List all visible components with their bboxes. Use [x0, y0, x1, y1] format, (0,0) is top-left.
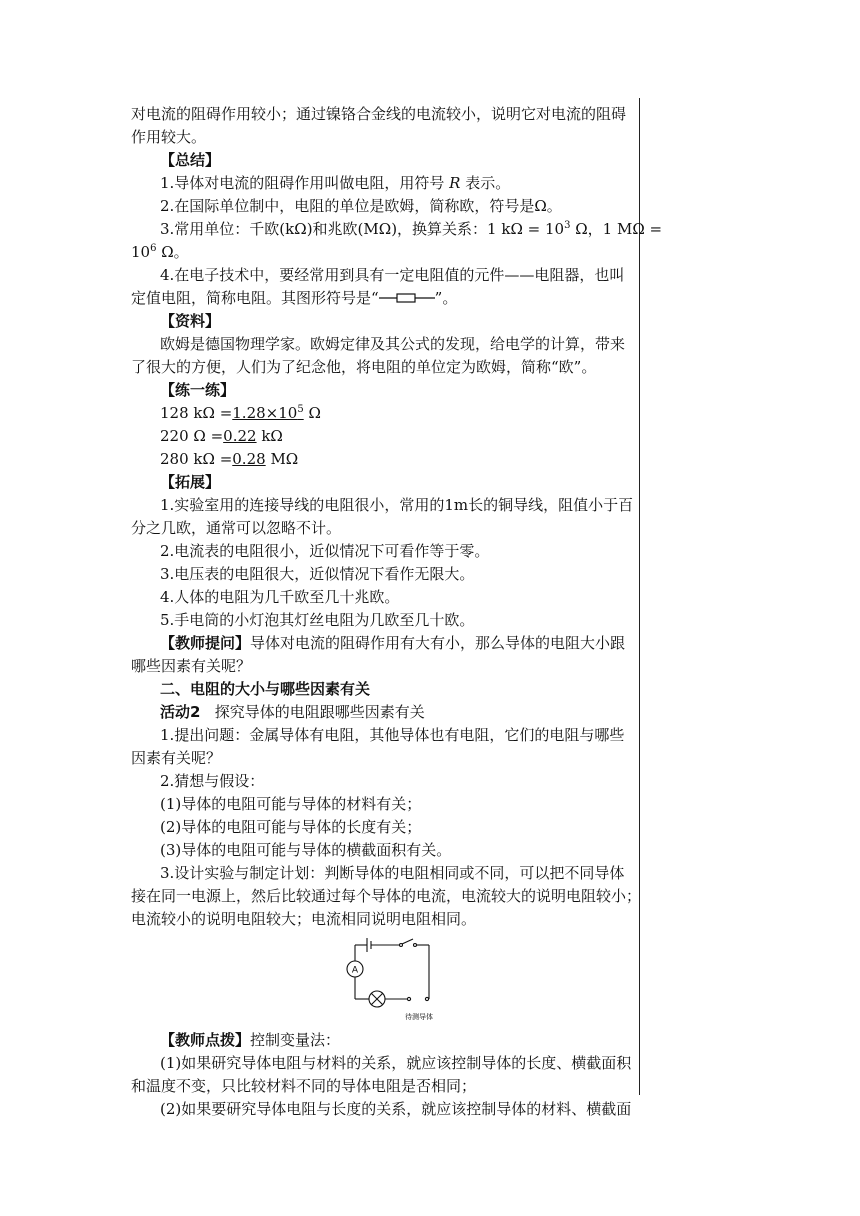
text: (2)如果要研究导体电阻与长度的关系，就应该控制导体的材料、横截面 [160, 1100, 632, 1118]
answer: 0.22 [223, 427, 257, 445]
text: 定值电阻，简称电阻。其图形符号是“ [131, 289, 379, 307]
text: kΩ [256, 427, 283, 445]
practice-line [131, 402, 635, 425]
text-line [131, 724, 635, 747]
answer: 0.28 [232, 450, 266, 468]
text: 导体对电流的阻碍作用有大有小，那么导体的电阻大小跟 [250, 634, 626, 652]
text-line [131, 1075, 635, 1098]
text: 哪些因素有关呢？ [131, 657, 252, 675]
text-line [131, 1098, 635, 1121]
text: 2.在国际单位制中，电阻的单位是欧姆，简称欧，符号是Ω。 [160, 197, 562, 215]
activity-line [131, 701, 635, 724]
text: 2.猜想与假设： [160, 772, 265, 790]
text-line [131, 1052, 635, 1075]
text: 280 kΩ = [160, 450, 233, 468]
text: 因素有关呢？ [131, 749, 222, 767]
text: 分之几欧，通常可以忽略不计。 [131, 519, 342, 537]
section-heading-material [131, 310, 635, 333]
exponent: 6 [150, 243, 157, 254]
text: 作用较大。 [131, 128, 207, 146]
text: 表示。 [465, 174, 511, 192]
activity-label: 活动2 [160, 703, 201, 721]
practice-line [131, 425, 635, 448]
text-line [131, 195, 635, 218]
teacher-question-label: 【教师提问】 [160, 634, 251, 652]
text: Ω。 [156, 243, 189, 261]
text: (3)导体的电阻可能与导体的横截面积有关。 [160, 841, 452, 859]
text: 220 Ω = [160, 427, 224, 445]
text: 128 kΩ = [160, 404, 233, 422]
text-line [131, 494, 635, 517]
text: 3.常用单位：千欧(kΩ)和兆欧(MΩ)，换算关系：1 kΩ = 10 [160, 220, 565, 238]
section-heading-extension [131, 471, 635, 494]
text: (1)导体的电阻可能与导体的材料有关； [160, 795, 422, 813]
text-line [131, 517, 635, 540]
text: 2.电流表的电阻很小，近似情况下可看作等于零。 [160, 542, 490, 560]
text-line [131, 241, 635, 264]
text-line [131, 540, 635, 563]
text-line [131, 356, 635, 379]
text-line [131, 126, 635, 149]
text: 4.在电子技术中，要经常用到具有一定电阻值的元件——电阻器，也叫 [160, 266, 625, 284]
answer: $1.28\times 10^5$ [232, 404, 304, 422]
text-line [131, 816, 635, 839]
text: 了很大的方便，人们为了纪念他，将电阻的单位定为欧姆，简称“欧”。 [131, 358, 597, 376]
text-line [131, 287, 635, 310]
text-line [131, 770, 635, 793]
text-line [131, 1029, 635, 1052]
text: 对电流的阻碍作用较小；通过镍铬合金线的电流较小，说明它对电流的阻碍 [131, 105, 627, 123]
teacher-tip-label: 【教师点拨】 [160, 1031, 251, 1049]
text: 1.提出问题：金属导体有电阻，其他导体也有电阻，它们的电阻与哪些 [160, 726, 625, 744]
section-heading-summary [131, 149, 635, 172]
text: (1)如果研究导体电阻与材料的关系，就应该控制导体的长度、横截面积 [160, 1054, 632, 1072]
text-line [131, 609, 635, 632]
text: 3.电压表的电阻很大，近似情况下看作无限大。 [160, 565, 475, 583]
text-line [131, 655, 635, 678]
text: Ω，1 MΩ = [570, 220, 663, 238]
text-line [131, 264, 635, 287]
conductor-label: 待测导体 [405, 1013, 433, 1021]
text: 欧姆是德国物理学家。欧姆定律及其公式的发现，给电学的计算，带来 [160, 335, 626, 353]
text: ”。 [434, 289, 458, 307]
circuit-diagram [131, 931, 635, 1029]
text-line [131, 908, 635, 931]
section-title [131, 678, 635, 701]
ammeter-label: A [351, 965, 359, 976]
resistance-symbol: R [449, 174, 461, 192]
practice-line [131, 448, 635, 471]
text-line [131, 172, 635, 195]
resistor-symbol-icon [379, 288, 435, 311]
text: 3.设计实验与制定计划：判断导体的电阻相同或不同，可以把不同导体 [160, 864, 625, 882]
text-line [131, 793, 635, 816]
text: (2)导体的电阻可能与导体的长度有关； [160, 818, 422, 836]
text: 和温度不变，只比较材料不同的导体电阻是否相同； [131, 1077, 477, 1095]
table-border-line [639, 98, 640, 1095]
text: 控制变量法： [250, 1031, 341, 1049]
section-heading-practice [131, 379, 635, 402]
text: 5.手电筒的小灯泡其灯丝电阻为几欧至几十欧。 [160, 611, 475, 629]
text-line [131, 862, 635, 885]
lesson-content [131, 103, 663, 1121]
text: 1.实验室用的连接导线的电阻很小，常用的1m长的铜导线，阻值小于百 [160, 496, 634, 514]
heading-text: 【总结】 [160, 151, 221, 169]
text: MΩ [265, 450, 299, 468]
text-line [131, 218, 663, 241]
text: 4.人体的电阻为几千欧至几十兆欧。 [160, 588, 400, 606]
heading-text: 【拓展】 [160, 473, 221, 491]
activity-title: 探究导体的电阻跟哪些因素有关 [214, 703, 425, 721]
heading-text: 【资料】 [160, 312, 221, 330]
text-line [131, 586, 635, 609]
heading-text: 【练一练】 [160, 381, 236, 399]
text-line [131, 333, 635, 356]
text: 1.导体对电流的阻碍作用叫做电阻，用符号 [160, 174, 445, 192]
exponent: 3 [564, 220, 571, 231]
text-line [131, 632, 635, 655]
text: 接在同一电源上，然后比较通过每个导体的电流，电流较大的说明电阻较小； [131, 887, 642, 905]
text: 10 [131, 243, 151, 261]
text: Ω [303, 404, 321, 422]
text-line [131, 885, 642, 908]
text-line [131, 747, 635, 770]
text-line [131, 563, 635, 586]
text: 电流较小的说明电阻较大；电流相同说明电阻相同。 [131, 910, 477, 928]
section-title-text: 二、电阻的大小与哪些因素有关 [160, 680, 371, 698]
text-line [131, 839, 635, 862]
text-line [131, 103, 635, 126]
